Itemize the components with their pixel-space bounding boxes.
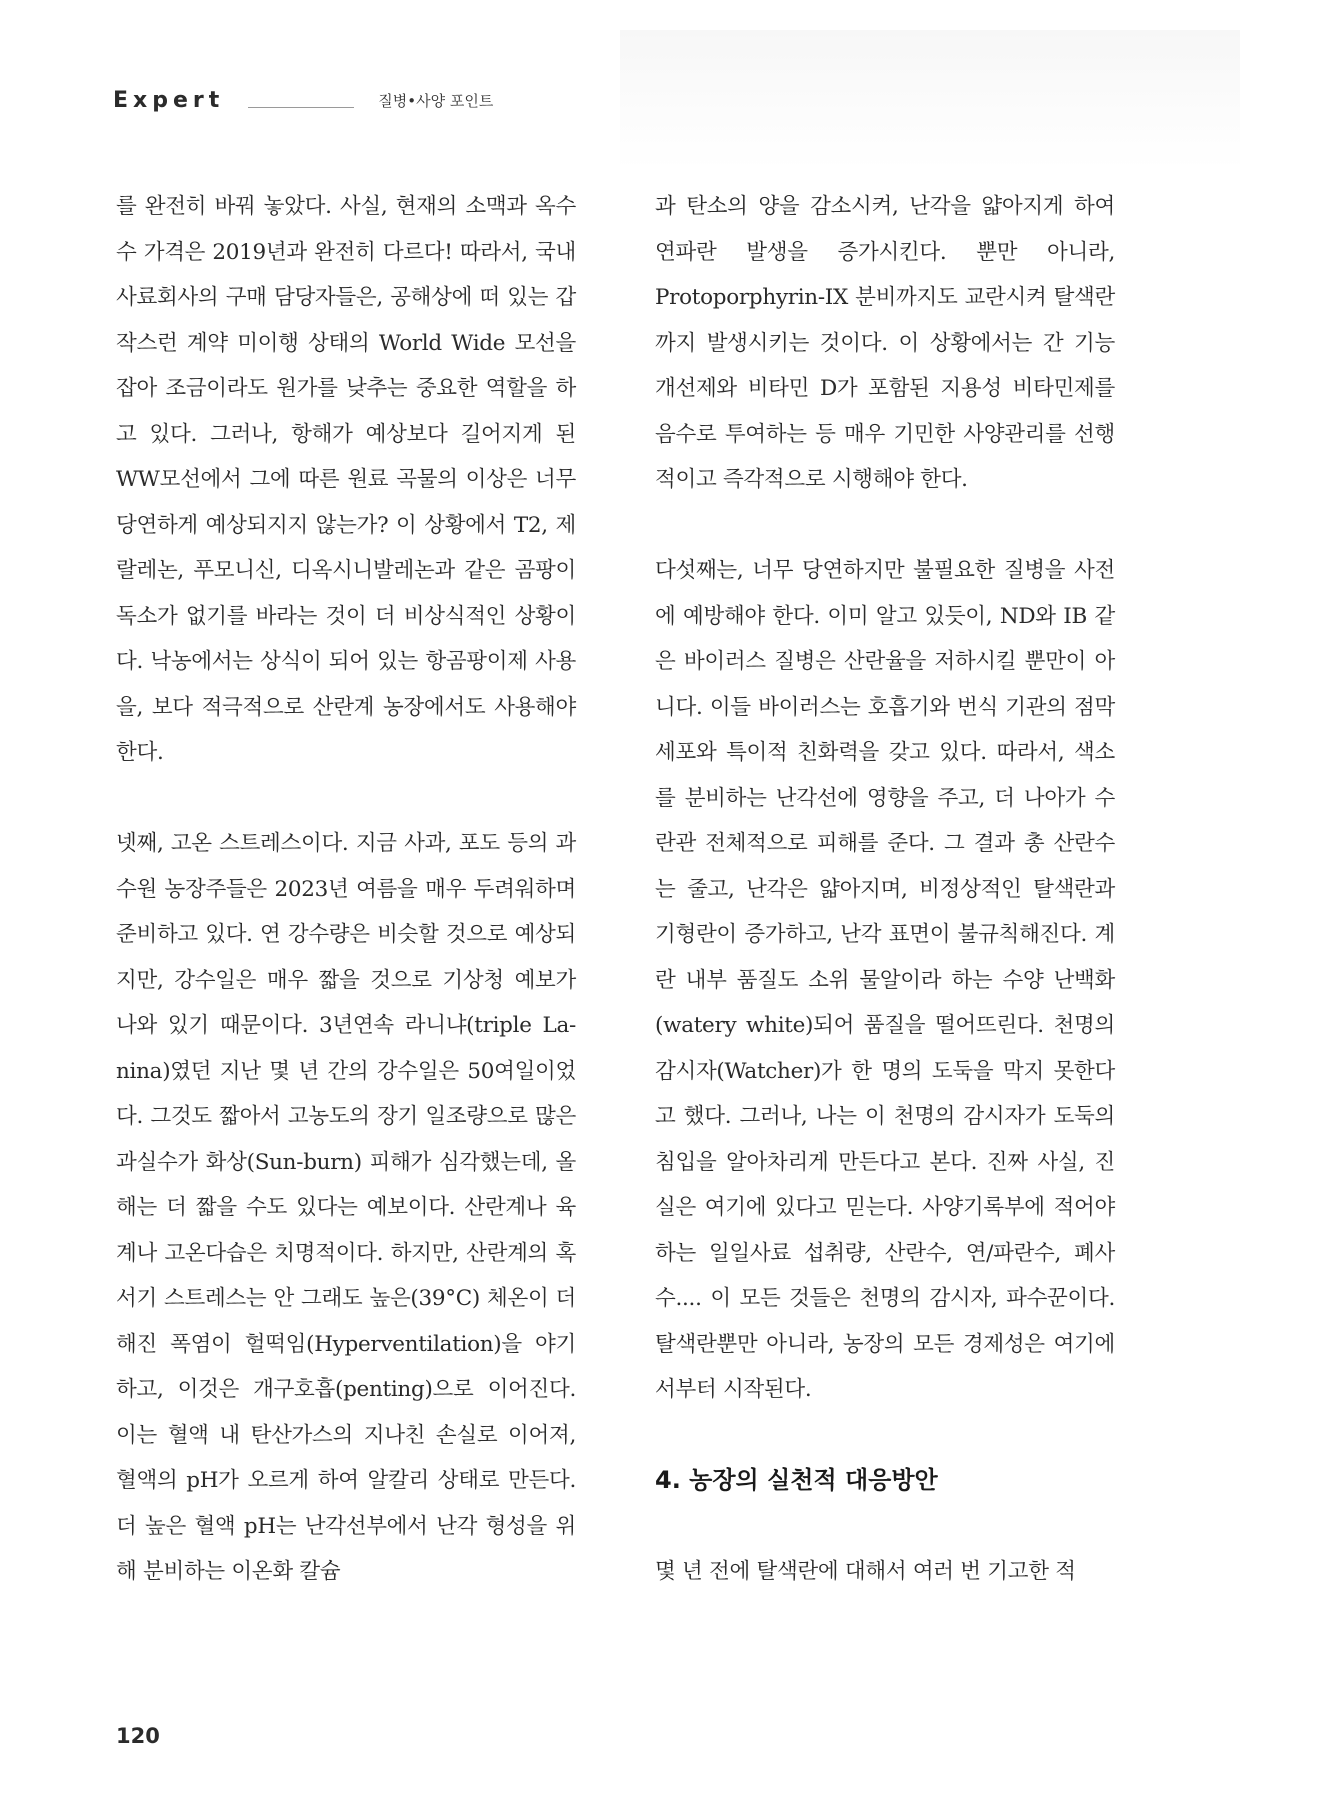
brand-title: Expert — [113, 88, 225, 113]
page-header — [113, 88, 493, 113]
section-heading: 4. 농장의 실천적 대응방안 — [655, 1466, 938, 1494]
paragraph-gap — [655, 1504, 1115, 1550]
right-column — [655, 184, 1115, 1595]
left-column — [116, 184, 576, 1595]
right-paragraph-2: 다섯째는, 너무 당연하지만 불필요한 질병을 사전에 예방해야 한다. 이미 알고 있듯이, ND와 IB 같은 바이러스 질병은 산란율을 저하시킬 뿐만이 아니다. 이들 바이러스는 호흡기와 번식 기관의 점막세포와 특이적 친화력을 갖고 있다. 따라서, 색소를 분비하는 난각선에 영향을 주고, 더 나아가 수란관 전체적으로 피해를 준다. 그 결과 총 산란수는 줄고, 난각은 얇아지며, 비정상적인 탈색란과 기형란이 증가하고, 난각 표면이 불규칙해진다. 계란 내부 품질도 소위 물알이라 하는 수양 난백화(watery white)되어 품질을 떨어뜨린다. 천명의 감시자(Watcher)가 한 명의 도둑을 막지 못한다고 했다. 그러나, 나는 이 천명의 감시자가 도둑의 침입을 알아차리게 만든다고 본다. 진짜 사실, 진실은 여기에 있다고 믿는다. 사양기록부에 적어야 하는 일일사료 섭취량, 산란수, 연/파란수, 폐사수.... 이 모든 것들은 천명의 감시자, 파수꾼이다. 탈색란뿐만 아니라, 농장의 모든 경제성은 여기에서부터 시작된다. — [655, 558, 1115, 1402]
right-paragraph-1: 과 탄소의 양을 감소시켜, 난각을 얇아지게 하여 연파란 발생을 증가시킨다. 뿐만 아니라, Protoporphyrin-IX 분비까지도 교란시켜 탈색란까지 발생시키는 것이다. 이 상황에서는 간 기능 개선제와 비타민 D가 포함된 지용성 비타민제를 음수로 투여하는 등 매우 기민한 사양관리를 선행적이고 즉각적으로 시행해야 한다. — [655, 194, 1115, 492]
left-paragraph-2: 넷째, 고온 스트레스이다. 지금 사과, 포도 등의 과수원 농장주들은 2023년 여름을 매우 두려워하며 준비하고 있다. 연 강수량은 비슷할 것으로 예상되지만, 강수일은 매우 짧을 것으로 기상청 예보가 나와 있기 때문이다. 3년연속 라니냐(triple La-nina)였던 지난 몇 년 간의 강수일은 50여일이었다. 그것도 짧아서 고농도의 장기 일조량으로 많은 과실수가 화상(Sun-burn) 피해가 심각했는데, 올해는 더 짧을 수도 있다는 예보이다. 산란계나 육계나 고온다습은 치명적이다. 하지만, 산란계의 혹서기 스트레스는 안 그래도 높은(39°C) 체온이 더해진 폭염이 헐떡임(Hyperventilation)을 야기하고, 이것은 개구호흡(penting)으로 이어진다. 이는 혈액 내 탄산가스의 지나친 손실로 이어져, 혈액의 pH가 오르게 하여 알칼리 상태로 만든다. 더 높은 혈액 pH는 난각선부에서 난각 형성을 위해 분비하는 이온화 칼슘 — [116, 831, 576, 1584]
page-number: 120 — [116, 1724, 160, 1748]
paragraph-gap — [655, 503, 1115, 549]
paragraph-gap — [116, 776, 576, 822]
right-paragraph-3: 몇 년 전에 탈색란에 대해서 여러 번 기고한 적 — [655, 1559, 1076, 1584]
header-rule — [248, 107, 354, 108]
left-paragraph-1: 를 완전히 바꿔 놓았다. 사실, 현재의 소맥과 옥수수 가격은 2019년과 완전히 다르다! 따라서, 국내 사료회사의 구매 담당자들은, 공해상에 떠 있는 갑작스런 계약 미이행 상태의 World Wide 모선을 잡아 조금이라도 원가를 낮추는 중요한 역할을 하고 있다. 그러나, 항해가 예상보다 길어지게 된 WW모선에서 그에 따른 원료 곡물의 이상은 너무 당연하게 예상되지지 않는가? 이 상황에서 T2, 제랄레논, 푸모니신, 디옥시니발레논과 같은 곰팡이 독소가 없기를 바라는 것이 더 비상식적인 상황이다. 낙농에서는 상식이 되어 있는 항곰팡이제 사용을, 보다 적극적으로 산란계 농장에서도 사용해야 한다. — [116, 194, 576, 765]
paragraph-gap — [655, 1413, 1115, 1459]
background-watermark — [620, 30, 1240, 170]
section-label: 질병•사양 포인트 — [378, 92, 494, 110]
